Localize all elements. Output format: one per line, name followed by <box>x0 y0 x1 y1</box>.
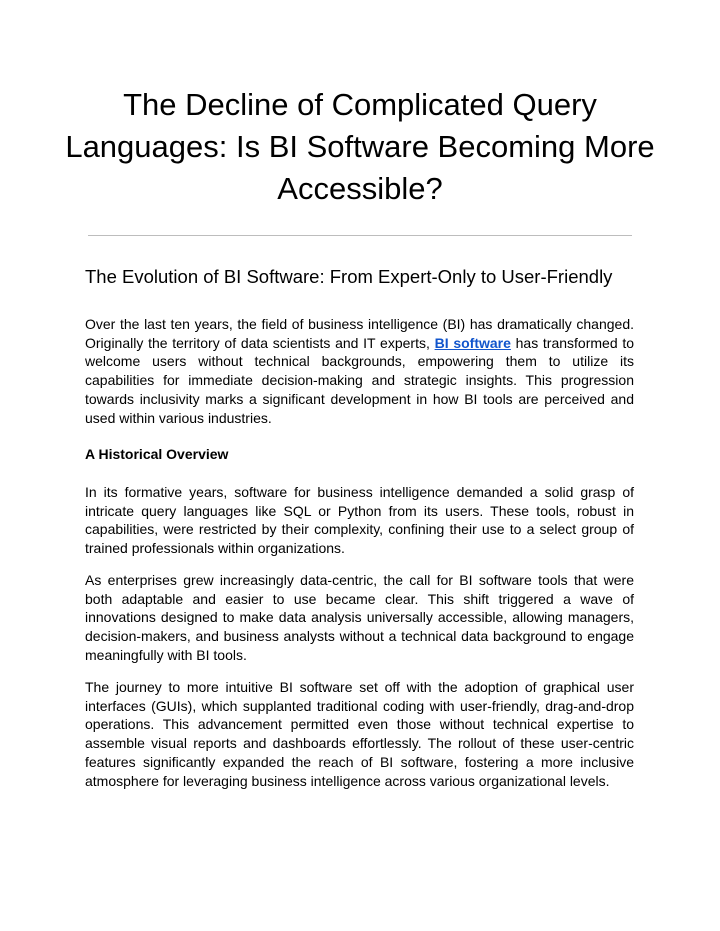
subheading: A Historical Overview <box>85 446 229 462</box>
bi-software-link[interactable]: BI software <box>434 334 511 351</box>
intro-text-after-link: has transformed to welcome users without technical backgrounds, empowering them to utilize its capabilities for immediate decision-making and strategic insights. This progression towards inclusivity marks a significant development in how BI tools are perceived and used within various industries. <box>85 334 635 426</box>
paragraph-formative-years: In its formative years, software for business intelligence demanded a solid grasp of intricate query languages like SQL or Python from its users. These tools, robust in capabilities, were restricted by their complexity, confining their use to a select group of trained professionals within organizations. <box>85 484 634 557</box>
horizontal-divider <box>88 235 632 236</box>
intro-text-before-link: Over the last ten years, the field of business intelligence (BI) has dramatically changed. Originally the territory of data scientists and IT experts, <box>85 316 634 351</box>
paragraph-data-centric: As enterprises grew increasingly data-centric, the call for BI software tools that were both adaptable and easier to use became clear. This shift triggered a wave of innovations designed to make data analysis universally accessible, allowing managers, decision-makers, and business analysts without a technical data background to engage meaningfully with BI tools. <box>85 572 634 663</box>
intro-paragraph <box>85 315 634 427</box>
paragraph-gui-journey: The journey to more intuitive BI software set off with the adoption of graphical user interfaces (GUIs), which supplanted traditional coding with user-friendly, drag-and-drop operations. This advancement permitted even those without technical expertise to assemble visual reports and dashboards effortlessly. The rollout of these user-centric features significantly expanded the reach of BI software, fostering a more inclusive atmosphere for leveraging business intelligence across various organizational levels. <box>85 679 634 789</box>
section-heading: The Evolution of BI Software: From Expert-Only to User-Friendly <box>85 266 613 287</box>
document-title: The Decline of Complicated Query Languages: Is BI Software Becoming More Accessible? <box>65 87 655 206</box>
